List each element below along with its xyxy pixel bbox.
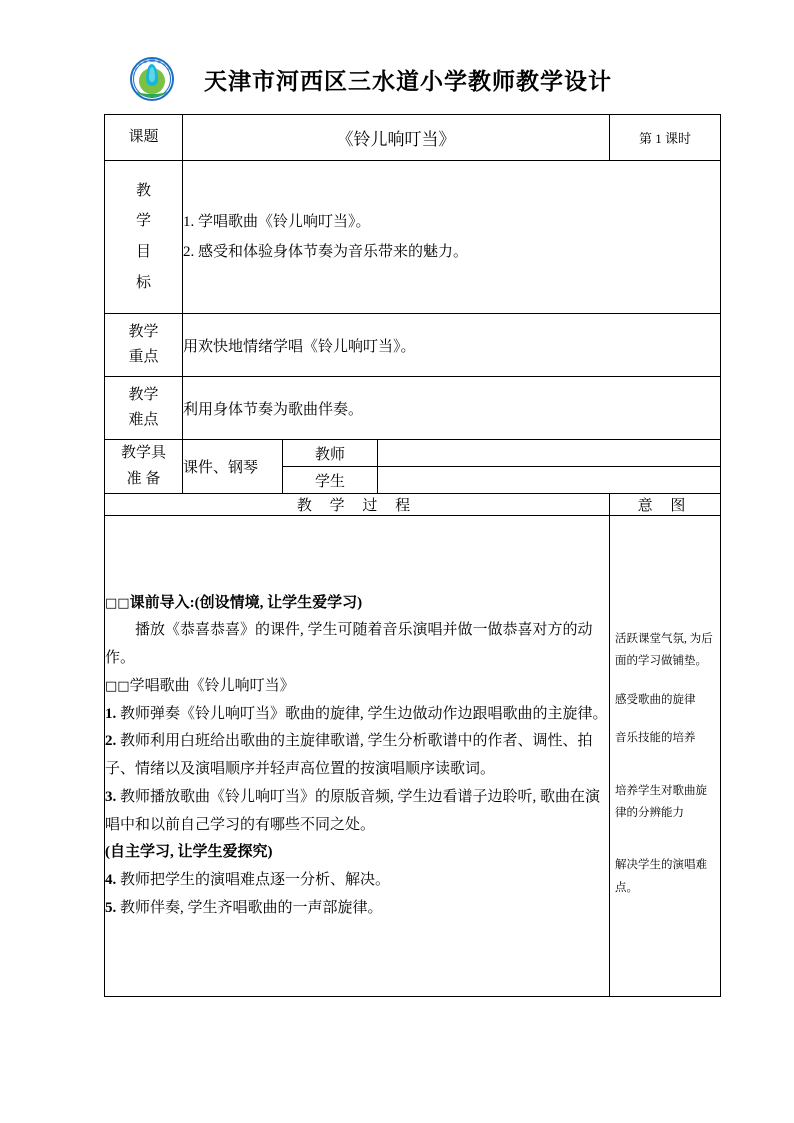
- table-row-prep-teacher: [105, 440, 721, 467]
- difficulty-label-line: 难点: [128, 412, 159, 428]
- page-title: 天津市河西区三水道小学教师教学设计: [204, 67, 612, 94]
- objectives-value: [183, 161, 721, 314]
- document-header: [104, 48, 720, 110]
- teacher-label: 教师: [283, 440, 378, 467]
- process-line: [105, 590, 609, 618]
- process-header: 教 学 过 程: [105, 494, 610, 516]
- table-row-objectives: [105, 161, 721, 314]
- intent-block: 培养学生对歌曲旋律的分辨能力: [615, 784, 707, 819]
- lesson-plan-table: [104, 114, 721, 997]
- intent-header: 意 图: [610, 494, 721, 516]
- school-emblem-icon: [128, 55, 176, 103]
- objectives-label-char: 标: [135, 274, 151, 291]
- process-line-text: 教师弹奏《铃儿响叮当》歌曲的旋律, 学生边做动作边跟唱歌曲的主旋律。: [120, 705, 608, 722]
- intent-block: 活跃课堂气氛, 为后面的学习做铺垫。: [615, 632, 713, 668]
- prep-label-line: 准 备: [126, 470, 161, 487]
- objectives-label-char: 教: [135, 182, 151, 199]
- prep-value: 课件、钢琴: [183, 440, 283, 494]
- difficulty-label: [105, 377, 183, 440]
- process-line: [105, 784, 609, 840]
- process-line: [105, 701, 609, 729]
- process-line-text: 教师利用白班给出歌曲的主旋律歌谱, 学生分析歌谱中的作者、调性、拍子、情绪以及演唱顺序并轻声高位置的按演唱顺序读歌词。: [105, 733, 593, 777]
- intent-block: 音乐技能的培养: [615, 732, 696, 745]
- table-row-keypoint: [105, 314, 721, 377]
- intent-block: 解决学生的演唱难点。: [615, 859, 707, 894]
- process-line: [105, 867, 609, 895]
- intent-content: [610, 516, 721, 997]
- process-line: 播放《恭喜恭喜》的课件, 学生可随着音乐演唱并做一做恭喜对方的动作。: [105, 622, 593, 666]
- difficulty-value: 利用身体节奏为歌曲伴奏。: [183, 377, 721, 440]
- objectives-label: [105, 161, 183, 314]
- period-value: 第 1 课时: [610, 115, 721, 161]
- student-label: 学生: [283, 467, 378, 494]
- table-row-section-headers: [105, 494, 721, 516]
- student-value[interactable]: [378, 467, 721, 494]
- process-line-number: 5.: [105, 899, 117, 916]
- process-line-text: 教师把学生的演唱难点逐一分析、解决。: [120, 872, 391, 888]
- process-line-text: 教师伴奏, 学生齐唱歌曲的一声部旋律。: [120, 899, 383, 916]
- keypoint-value: 用欢快地情绪学唱《铃儿响叮当》。: [183, 314, 721, 377]
- objectives-label-char: 学: [135, 213, 151, 230]
- process-line: [105, 673, 609, 701]
- process-line: (自主学习, 让学生爱探究): [105, 844, 273, 861]
- keypoint-label-line: 教学: [128, 323, 159, 340]
- process-line-text: 教师播放歌曲《铃儿响叮当》的原版音频, 学生边看谱子边聆听, 歌曲在演唱中和以前自己学习的有哪些不同之处。: [105, 788, 601, 833]
- topic-value: 《铃儿响叮当》: [183, 115, 610, 161]
- teacher-value[interactable]: [378, 440, 721, 467]
- process-line-text: 课前导入:(创设情境, 让学生爱学习): [129, 594, 363, 611]
- placeholder-box-glyph: □□: [105, 595, 130, 611]
- objective-item: 2. 感受和体验身体节奏为音乐带来的魅力。: [183, 244, 469, 260]
- process-line: [105, 728, 609, 784]
- objectives-label-char: 目: [135, 244, 151, 260]
- process-content: [105, 516, 610, 997]
- table-row-topic: [105, 115, 721, 161]
- process-line-number: 2.: [105, 733, 117, 750]
- process-line-number: 4.: [105, 872, 117, 888]
- keypoint-label: [105, 314, 183, 377]
- prep-label: [105, 440, 183, 494]
- process-line: [105, 895, 609, 923]
- prep-label-line: 教学具: [120, 445, 166, 461]
- topic-label: 课题: [105, 115, 183, 161]
- process-line-number: 3.: [105, 788, 117, 805]
- process-line-number: 1.: [105, 705, 117, 722]
- difficulty-label-line: 教学: [128, 386, 159, 403]
- process-line-text: 学唱歌曲《铃儿响叮当》: [129, 677, 295, 694]
- table-row-content: [105, 516, 721, 997]
- table-row-difficulty: [105, 377, 721, 440]
- keypoint-label-line: 重点: [128, 349, 159, 365]
- intent-block: 感受歌曲的旋律: [615, 693, 696, 706]
- objective-item: 1. 学唱歌曲《铃儿响叮当》。: [183, 214, 371, 230]
- placeholder-box-glyph: □□: [105, 678, 130, 694]
